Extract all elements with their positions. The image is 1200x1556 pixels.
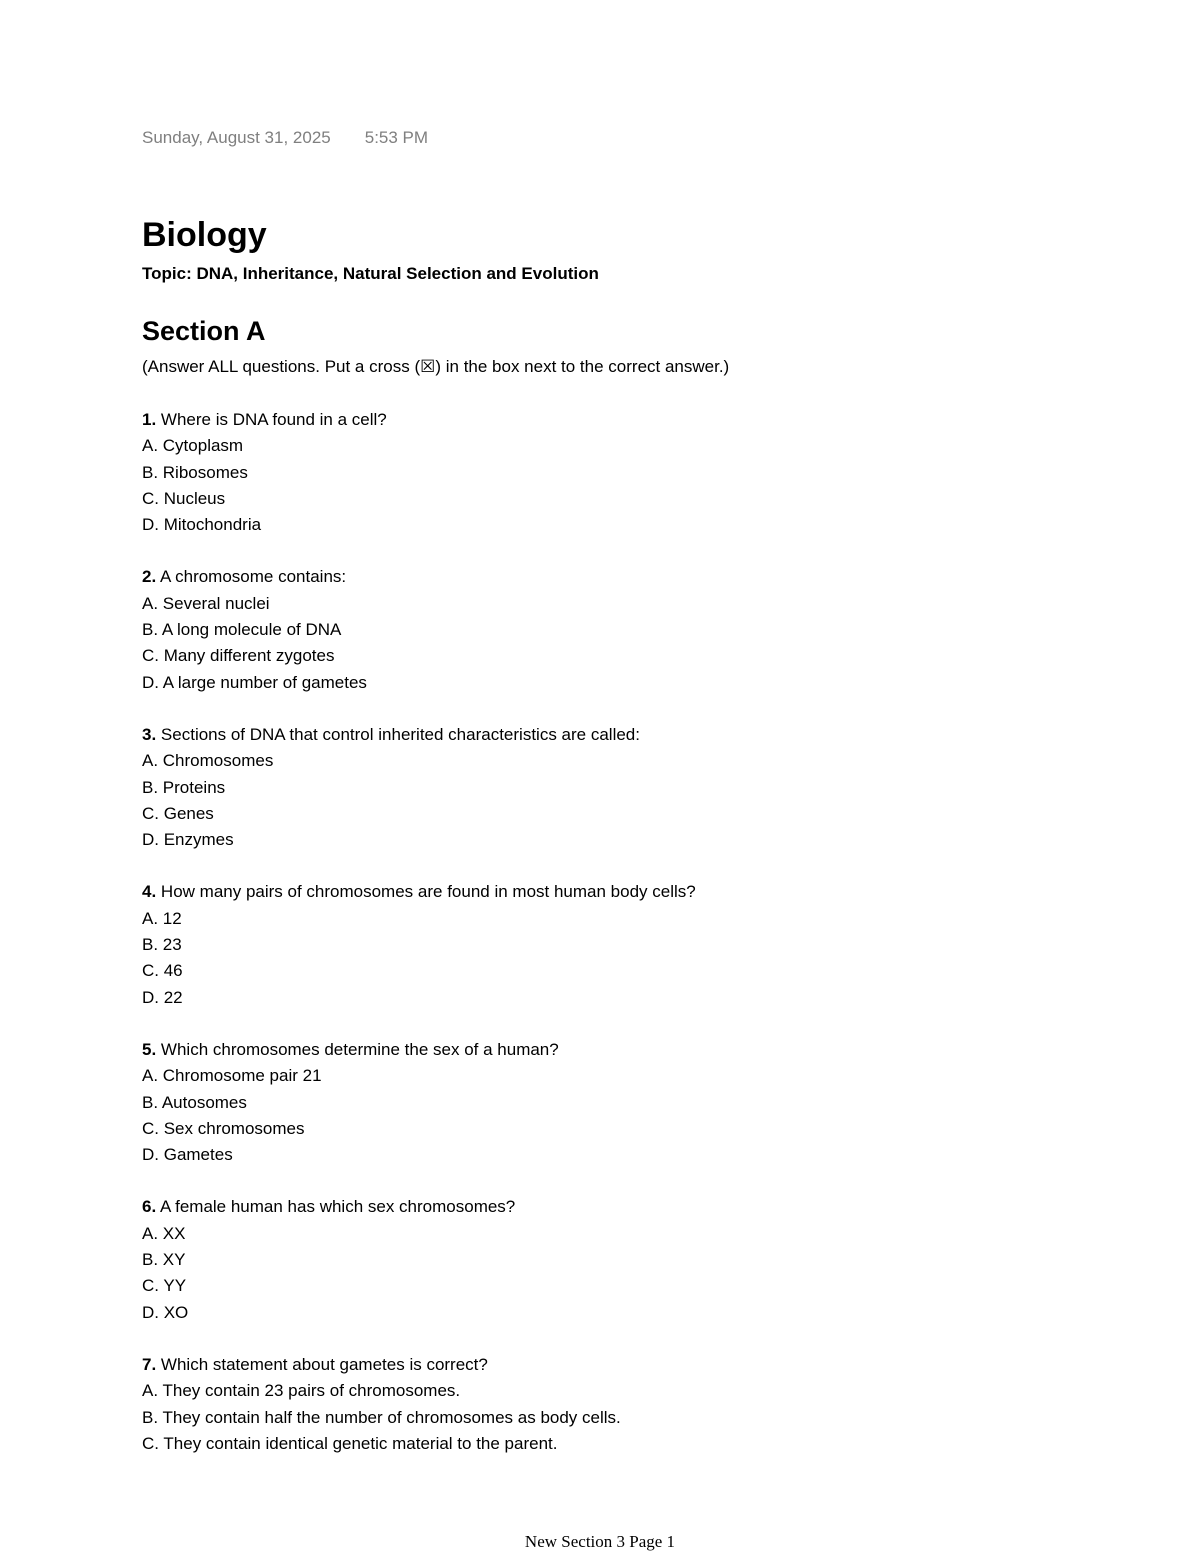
question-item — [142, 1352, 1142, 1457]
question-text: A female human has which sex chromosomes? — [159, 1197, 516, 1217]
question-stem — [142, 1352, 1142, 1378]
answer-option: C. Sex chromosomes — [142, 1118, 305, 1138]
question-item — [142, 407, 1142, 538]
note-datetime — [142, 128, 428, 148]
answer-option: A. XX — [142, 1223, 186, 1243]
question-list — [142, 407, 1142, 1483]
question-number: 7. — [142, 1354, 157, 1374]
answer-option: D. 22 — [142, 987, 183, 1007]
question-stem — [142, 879, 1142, 905]
question-text: Which chromosomes determine the sex of a human? — [160, 1039, 559, 1059]
section-instructions: (Answer ALL questions. Put a cross (☒) in the box next to the correct answer.) — [142, 357, 730, 376]
question-text: A chromosome contains: — [159, 567, 347, 587]
question-number: 2. — [142, 567, 157, 587]
answer-option: A. Cytoplasm — [142, 436, 244, 456]
question-item — [142, 879, 1142, 1010]
question-text: Which statement about gametes is correct? — [160, 1354, 488, 1374]
answer-option: A. 12 — [142, 908, 182, 928]
question-stem — [142, 1194, 1142, 1220]
question-number: 5. — [142, 1039, 157, 1059]
answer-option: D. Mitochondria — [142, 515, 262, 535]
section-title: Section A — [142, 316, 266, 346]
answer-option: C. 46 — [142, 961, 183, 981]
page-footer: New Section 3 Page 1 — [524, 1532, 676, 1551]
answer-option: A. Several nuclei — [142, 593, 270, 613]
answer-option: D. XO — [142, 1302, 189, 1322]
question-number: 1. — [142, 410, 157, 429]
answer-option: C. Genes — [142, 803, 214, 823]
question-stem — [142, 407, 1142, 433]
question-text: Sections of DNA that control inherited characteristics are called: — [160, 724, 640, 744]
answer-option: B. A long molecule of DNA — [142, 620, 342, 640]
answer-option: B. They contain half the number of chromosomes as body cells. — [142, 1407, 621, 1427]
question-text: How many pairs of chromosomes are found in most human body cells? — [160, 882, 696, 902]
answer-option: C. YY — [142, 1276, 187, 1296]
question-stem — [142, 1037, 1142, 1063]
question-item — [142, 1037, 1142, 1168]
note-date: Sunday, August 31, 2025 — [142, 128, 331, 147]
topic-line: Topic: DNA, Inheritance, Natural Selection and Evolution — [142, 264, 599, 283]
answer-option: B. XY — [142, 1250, 186, 1270]
answer-option: D. Gametes — [142, 1145, 233, 1165]
question-text: Where is DNA found in a cell? — [160, 410, 387, 429]
question-number: 4. — [142, 882, 157, 902]
answer-option: C. They contain identical genetic material to the parent. — [142, 1433, 558, 1453]
answer-option: C. Many different zygotes — [142, 646, 335, 666]
page-title: Biology — [142, 216, 267, 254]
question-number: 6. — [142, 1197, 157, 1217]
question-item — [142, 722, 1142, 853]
question-item — [142, 564, 1142, 695]
answer-option: D. Enzymes — [142, 830, 234, 850]
question-item — [142, 1194, 1142, 1325]
question-stem — [142, 722, 1142, 748]
answer-option: D. A large number of gametes — [142, 672, 367, 692]
question-number: 3. — [142, 724, 157, 744]
answer-option: A. They contain 23 pairs of chromosomes. — [142, 1381, 461, 1401]
answer-option: A. Chromosome pair 21 — [142, 1066, 322, 1086]
note-time: 5:53 PM — [364, 128, 429, 147]
answer-option: C. Nucleus — [142, 488, 226, 508]
question-stem — [142, 564, 1142, 590]
answer-option: B. 23 — [142, 935, 182, 955]
answer-option: B. Proteins — [142, 777, 226, 797]
answer-option: A. Chromosomes — [142, 751, 274, 771]
answer-option: B. Ribosomes — [142, 462, 248, 482]
answer-option: B. Autosomes — [142, 1092, 247, 1112]
